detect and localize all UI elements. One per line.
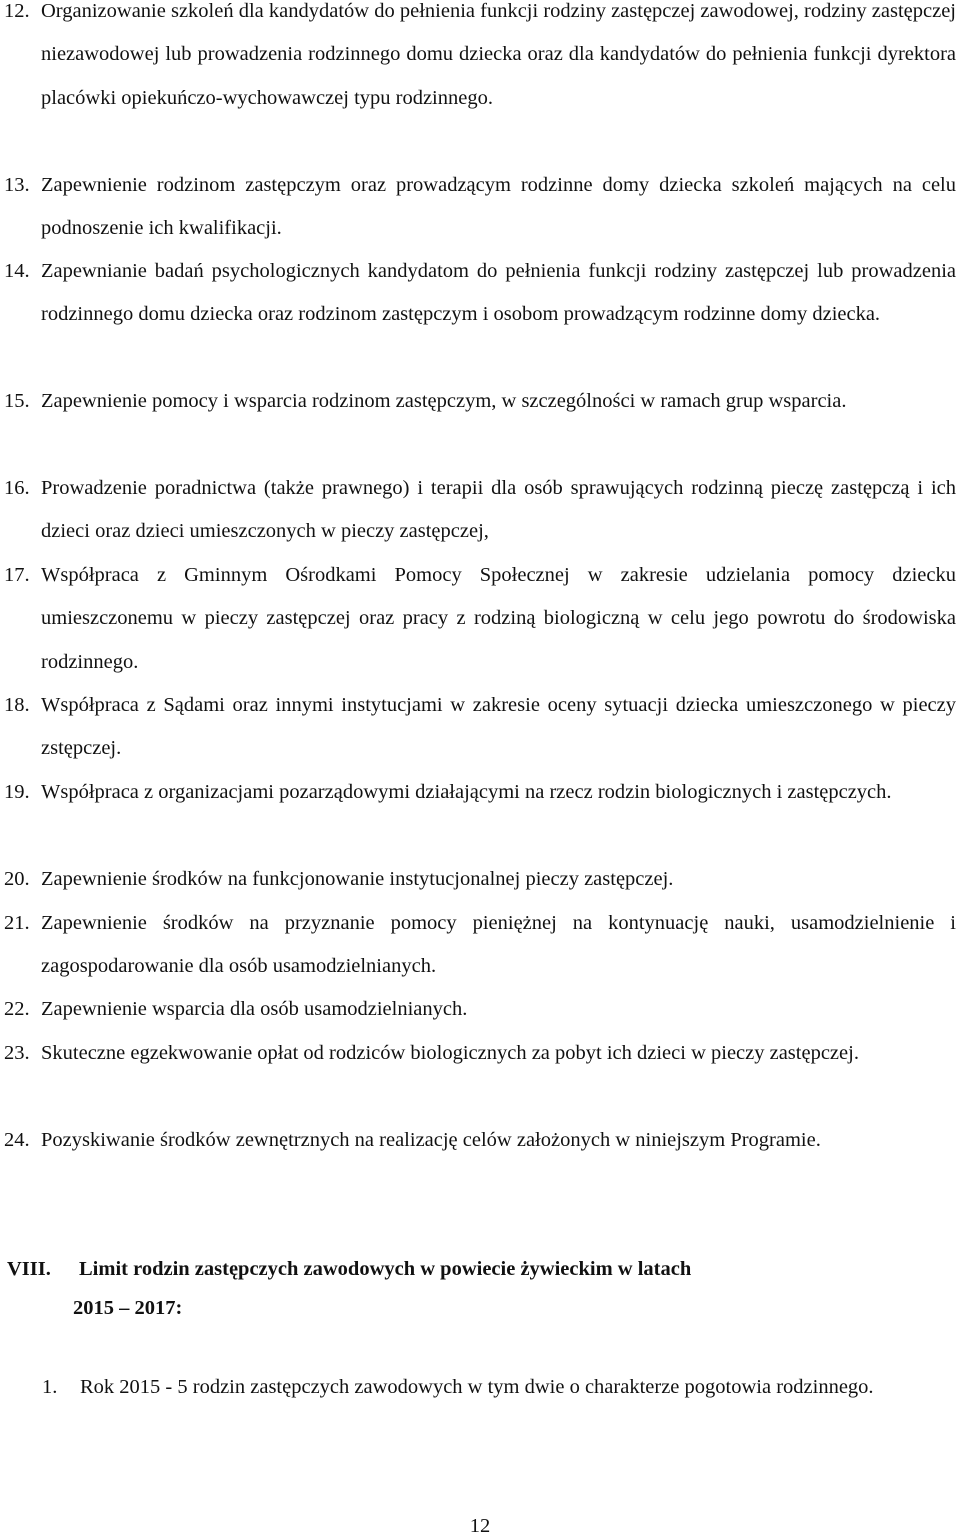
item-text: Zapewnienie środków na przyznanie pomocy pieniężnej na kontynuację nauki, usamodzielnienie i zagospodarowanie dla osób usamodzielnianych. (41, 912, 956, 978)
item-number: 13. (4, 174, 30, 196)
list-item (4, 684, 956, 771)
item-text: Skuteczne egzekwowanie opłat od rodziców biologicznych za pobyt ich dzieci w pieczy zastępczej. (41, 1042, 859, 1064)
item-text: Zapewnienie pomocy i wsparcia rodzinom zastępczym, w szczególności w ramach grup wsparcia. (41, 390, 847, 412)
list-item (4, 554, 956, 684)
list-item (4, 467, 956, 554)
list-item (4, 0, 956, 120)
item-text: Organizowanie szkoleń dla kandydatów do pełnienia funkcji rodziny zastępczej zawodowej, rodziny zastępczej niezawodowej lub prowadzenia rodzinnego domu dziecka oraz dla kandydatów do pełnienia funkcji dyrektora placówki opiekuńczo-wychowawczej typu rodzinnego. (41, 0, 956, 109)
item-number: 19. (4, 781, 30, 803)
item-number: 24. (4, 1129, 30, 1151)
section-title: Limit rodzin zastępczych zawodowych w powiecie żywieckim w latach (79, 1258, 692, 1280)
list-item (4, 380, 956, 423)
list-item (4, 771, 956, 814)
list-item (4, 250, 956, 337)
list-item (4, 902, 956, 989)
section-heading (7, 1250, 947, 1328)
item-number: 21. (4, 912, 30, 934)
list-item (4, 164, 956, 251)
item-text: Rok 2015 - 5 rodzin zastępczych zawodowych w tym dwie o charakterze pogotowia rodzinnego. (80, 1376, 874, 1398)
item-text: Współpraca z Sądami oraz innymi instytucjami w zakresie oceny sytuacji dziecka umieszczonego w pieczy zstępczej. (41, 694, 956, 760)
item-number: 14. (4, 260, 30, 282)
item-text: Współpraca z Gminnym Ośrodkami Pomocy Społecznej w zakresie udzielania pomocy dziecku umieszczonemu w pieczy zastępczej oraz pracy z rodziną biologiczną w celu jego powrotu do środowiska rodzinnego. (41, 564, 956, 673)
item-number: 15. (4, 390, 30, 412)
item-text: Współpraca z organizacjami pozarządowymi działającymi na rzecz rodzin biologicznych i zastępczych. (41, 781, 892, 803)
page-number: 12 (469, 1515, 491, 1537)
item-number: 17. (4, 564, 30, 586)
section-number: VIII. (7, 1258, 51, 1280)
item-text: Pozyskiwanie środków zewnętrznych na realizację celów założonych w niniejszym Programie. (41, 1129, 821, 1151)
item-number: 22. (4, 998, 30, 1020)
item-text: Zapewnienie środków na funkcjonowanie instytucjonalnej pieczy zastępczej. (41, 868, 674, 890)
list-item (4, 858, 956, 901)
item-number: 20. (4, 868, 30, 890)
section-years: 2015 – 2017: (73, 1297, 183, 1319)
item-number: 16. (4, 477, 30, 499)
item-text: Zapewnianie badań psychologicznych kandydatom do pełnienia funkcji rodziny zastępczej lub prowadzenia rodzinnego domu dziecka oraz rodzinom zastępczym i osobom prowadzącym rodzinne domy dziecka. (41, 260, 956, 326)
item-number: 1. (42, 1376, 58, 1398)
item-text: Zapewnienie wsparcia dla osób usamodzielnianych. (41, 998, 468, 1020)
item-text: Prowadzenie poradnictwa (także prawnego) i terapii dla osób sprawujących rodzinną pieczę zastępczą i ich dzieci oraz dzieci umieszczonych w pieczy zastępczej, (41, 477, 956, 543)
list-item (4, 1119, 956, 1162)
list-item (42, 1366, 956, 1409)
list-item (4, 1032, 956, 1075)
item-text: Zapewnienie rodzinom zastępczym oraz prowadzącym rodzinne domy dziecka szkoleń mających na celu podnoszenie ich kwalifikacji. (41, 174, 956, 240)
item-number: 12. (4, 0, 30, 22)
item-number: 23. (4, 1042, 30, 1064)
item-number: 18. (4, 694, 30, 716)
list-item (4, 988, 956, 1031)
